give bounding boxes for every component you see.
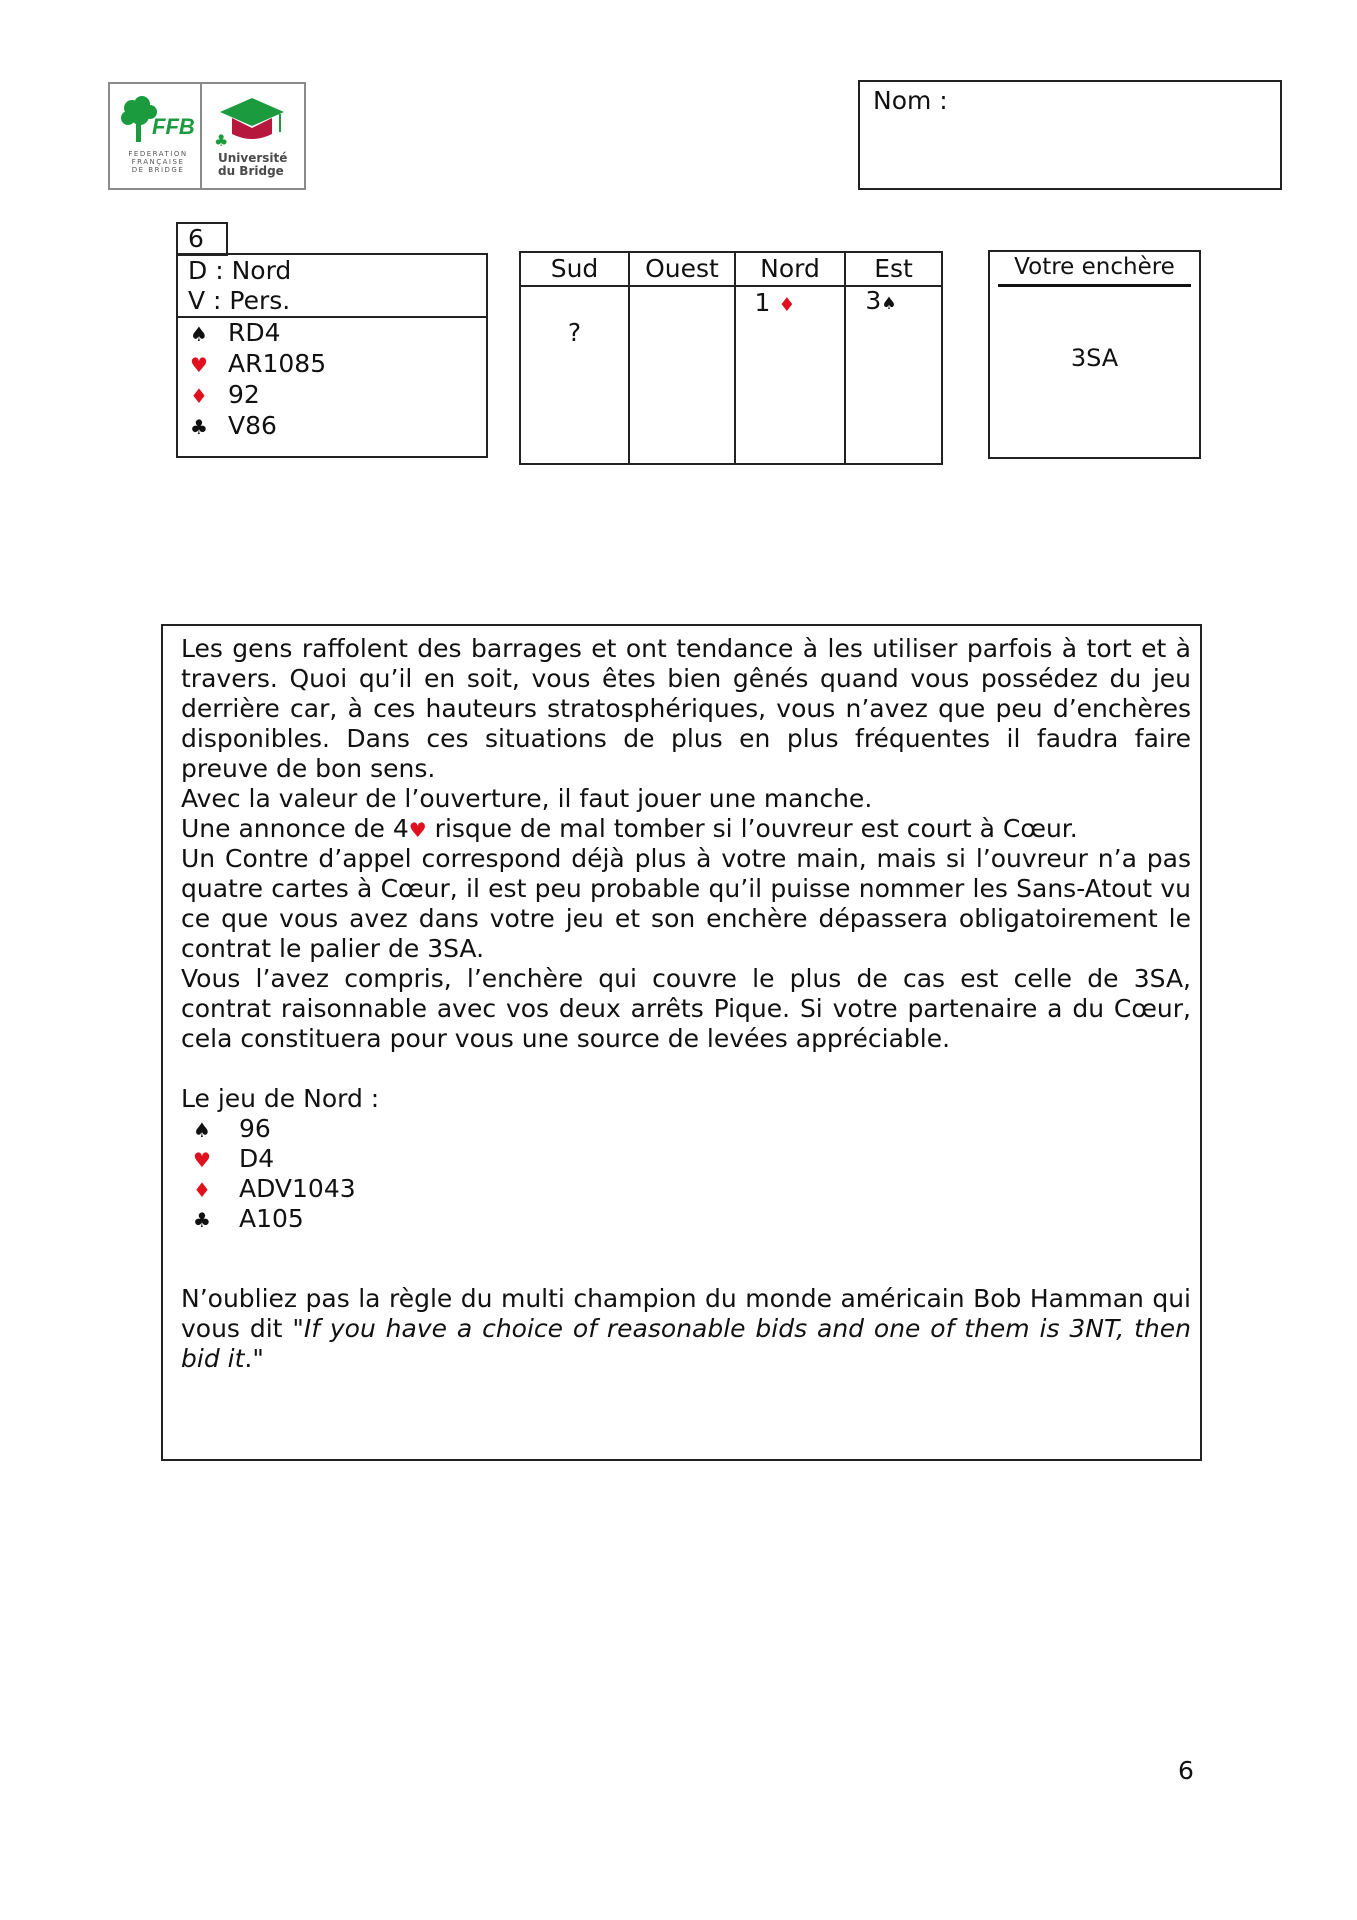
bid-header-ouest: Ouest bbox=[645, 254, 719, 283]
universite-du-bridge bbox=[218, 152, 304, 178]
club-icon: ♣ bbox=[193, 1208, 211, 1232]
hand-row-hearts bbox=[190, 348, 326, 381]
spade-icon: ♠ bbox=[190, 322, 208, 346]
text-fragment: ." bbox=[244, 1344, 264, 1373]
ffb-name-line: FRANÇAISE bbox=[131, 158, 185, 166]
paragraph-conclusion: Vous l’avez compris, l’enchère qui couvre le plus de cas est celle de 3SA, contrat raisonnable avec vos deux arrêts Pique. Si votre partenaire a du Cœur, cela constituera pour vous une source de levées appréciable. bbox=[181, 964, 1191, 1053]
club-icon: ♣ bbox=[190, 415, 208, 439]
svg-text:♣: ♣ bbox=[214, 131, 229, 148]
bidding-table bbox=[519, 251, 943, 465]
north-hand-title: Le jeu de Nord : bbox=[181, 1084, 380, 1113]
spade-icon: ♠ bbox=[881, 294, 897, 314]
hand-row-spades bbox=[190, 317, 281, 350]
paragraph-contre: Un Contre d’appel correspond déjà plus à votre main, mais si l’ouvreur n’a pas quatre cartes à Cœur, il est peu probable qu’il puisse nommer les Sans-Atout vu ce que vous avez dans votre jeu et son enchère dépassera obligatoirement le contrat le palier de 3SA. bbox=[181, 844, 1191, 963]
paragraph-manche: Avec la valeur de l’ouverture, il faut jouer une manche. bbox=[181, 784, 873, 813]
north-cards: A105 bbox=[239, 1204, 304, 1233]
deal-number: 6 bbox=[188, 224, 204, 253]
bid-north bbox=[736, 287, 814, 321]
paragraph-hamman-quote bbox=[181, 1284, 1191, 1374]
ffb-name-line: DE BRIDGE bbox=[131, 166, 185, 174]
hand-row-clubs bbox=[190, 410, 277, 443]
ffb-brand-text: FFB bbox=[152, 114, 195, 139]
north-cards: D4 bbox=[239, 1144, 275, 1173]
bid-column-rule bbox=[628, 253, 630, 463]
hand-cards: V86 bbox=[228, 411, 277, 440]
north-row-hearts bbox=[193, 1144, 274, 1175]
bid-header-sud: Sud bbox=[550, 254, 599, 283]
answer-rule bbox=[998, 284, 1191, 287]
bid-east-level: 3 bbox=[865, 286, 882, 315]
bid-header-nord: Nord bbox=[760, 254, 820, 283]
diamond-icon: ♦ bbox=[193, 1178, 211, 1202]
north-row-spades bbox=[193, 1114, 271, 1145]
hand-cards: 92 bbox=[228, 380, 260, 409]
ffb-logo bbox=[108, 82, 306, 190]
north-row-clubs bbox=[193, 1204, 304, 1235]
heart-icon: ♥ bbox=[190, 353, 208, 377]
paragraph-4-hearts bbox=[181, 814, 1191, 845]
bid-column-rule bbox=[734, 253, 736, 463]
diamond-icon: ♦ bbox=[778, 294, 796, 316]
university-line: Université bbox=[218, 151, 288, 165]
bid-south: ? bbox=[567, 318, 582, 347]
answer-box bbox=[988, 250, 1201, 459]
university-line: du Bridge bbox=[218, 164, 284, 178]
page-number: 6 bbox=[1178, 1756, 1194, 1785]
text-fragment: risque de mal tomber si l’ouvreur est court à Cœur. bbox=[426, 814, 1078, 843]
logo-divider bbox=[200, 84, 202, 188]
bid-east bbox=[846, 285, 916, 320]
ffb-name-line: FEDERATION bbox=[128, 150, 188, 158]
name-field[interactable] bbox=[858, 80, 1282, 190]
quote-italic: If you have a choice of reasonable bids and one of them is 3NT, then bid it bbox=[181, 1314, 1191, 1373]
bid-north-level: 1 bbox=[754, 288, 771, 317]
south-hand-box bbox=[176, 253, 488, 458]
paragraph-intro: Les gens raffolent des barrages et ont tendance à les utiliser parfois à tort et à travers. Quoi qu’il en soit, vous êtes bien gênés quand vous possédez du jeu derrière car, à ces hauteurs stratosphériques, vous n’avez que peu d’enchères disponibles. Dans ces situations de plus en plus fréquentes il faudra faire preuve de bon sens. bbox=[181, 634, 1191, 783]
vulnerability-label: V : Pers. bbox=[188, 286, 291, 315]
name-label: Nom : bbox=[873, 86, 948, 115]
heart-icon: ♥ bbox=[193, 1148, 211, 1172]
answer-value: 3SA bbox=[1070, 344, 1119, 372]
north-cards: ADV1043 bbox=[239, 1174, 356, 1203]
diamond-icon: ♦ bbox=[190, 384, 208, 408]
deal-number-box bbox=[176, 222, 228, 256]
ffb-name bbox=[120, 150, 196, 174]
text-fragment: N’oubliez pas la règle du multi champion du monde américain Bob Hamman qui vous dit " bbox=[181, 1284, 1191, 1343]
hand-cards: AR1085 bbox=[228, 349, 327, 378]
hand-cards: RD4 bbox=[228, 318, 281, 347]
dealer-label: D : Nord bbox=[188, 256, 292, 285]
answer-title: Votre enchère bbox=[1014, 254, 1175, 280]
explanation-box bbox=[161, 624, 1202, 1461]
ffb-tree-icon bbox=[118, 94, 196, 150]
bid-header-est: Est bbox=[874, 254, 913, 283]
north-cards: 96 bbox=[239, 1114, 271, 1143]
spade-icon: ♠ bbox=[193, 1118, 211, 1142]
text-fragment: Une annonce de 4 bbox=[181, 814, 409, 843]
heart-icon: ♥ bbox=[408, 818, 427, 842]
graduation-cap-icon bbox=[210, 94, 300, 148]
north-row-diamonds bbox=[193, 1174, 356, 1205]
hand-row-diamonds bbox=[190, 379, 260, 412]
